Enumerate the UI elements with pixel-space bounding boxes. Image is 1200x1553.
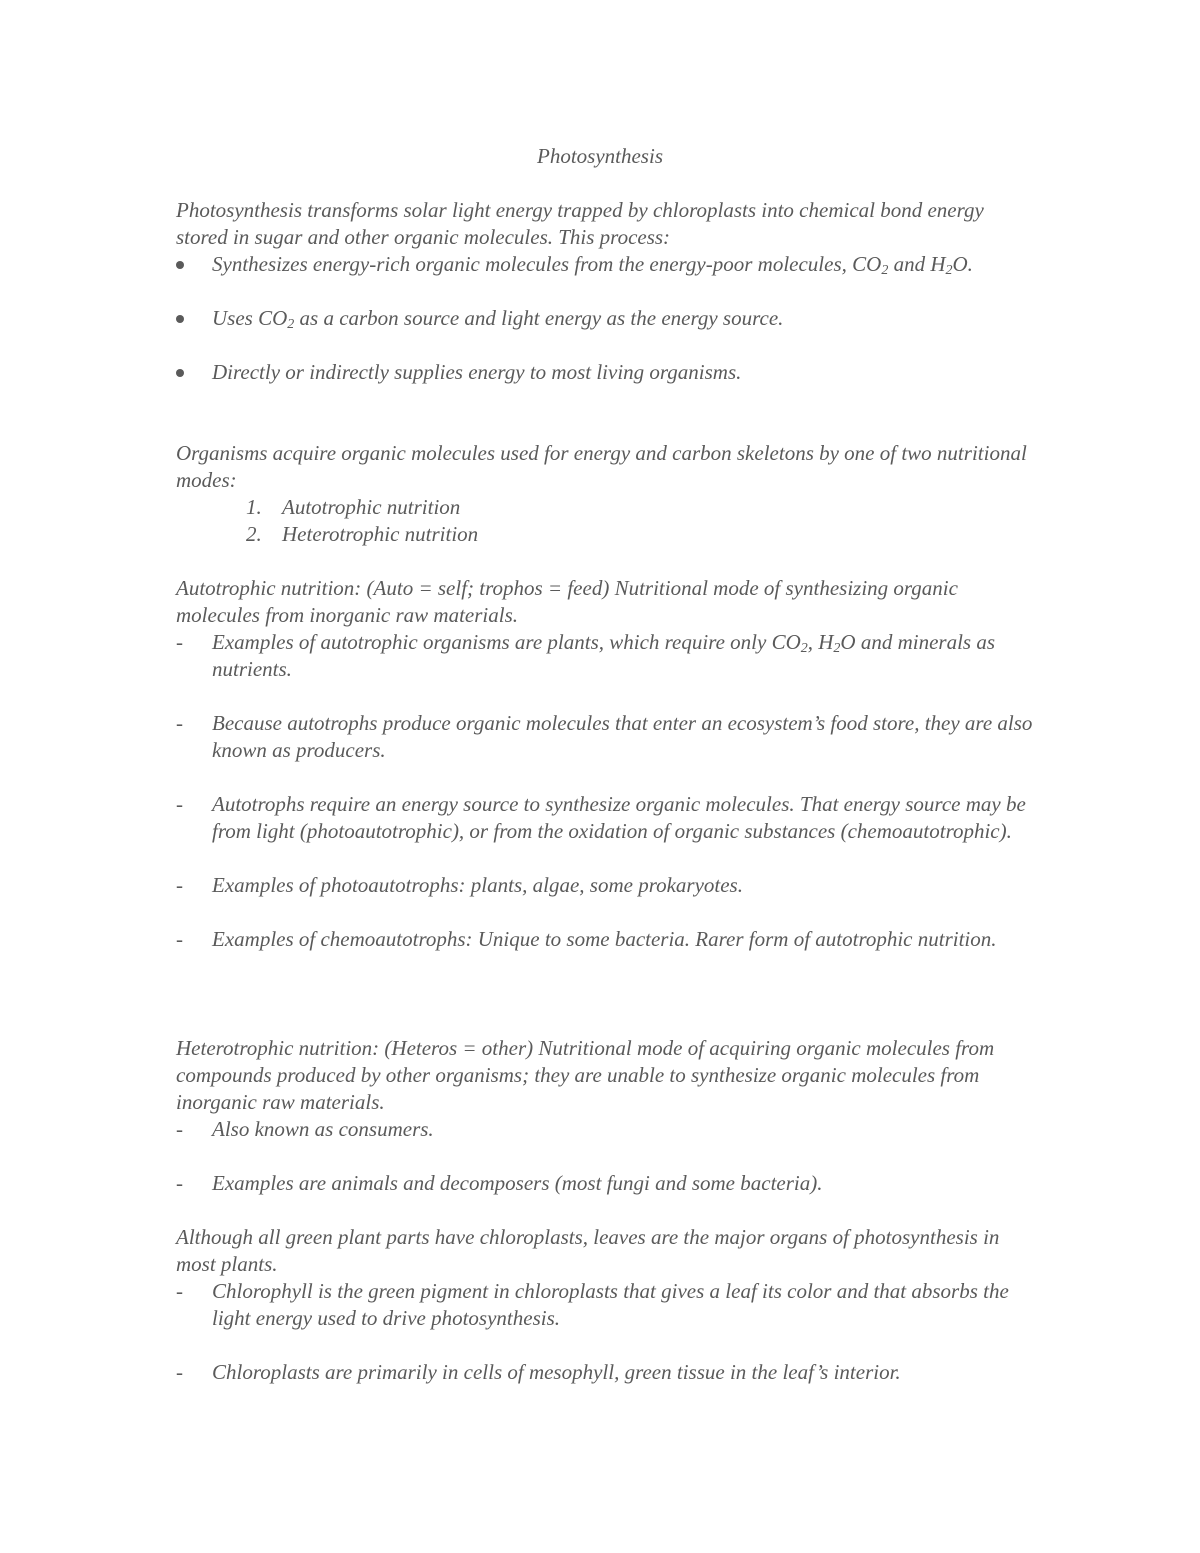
dash-item: - Examples of chemoautotrophs: Unique to some bacteria. Rarer form of autotrophic nutrition. <box>176 927 997 951</box>
bullet-item: Synthesizes energy-rich organic molecules from the energy-poor molecules, $CO_2$ and $H_2O$. <box>176 251 1036 278</box>
dash-item: - Examples are animals and decomposers (most fungi and some bacteria). <box>176 1171 823 1195</box>
intro-section <box>176 197 1036 386</box>
dash-item: - Also known as consumers. <box>176 1117 434 1141</box>
dash-item: - Autotrophs require an energy source to synthesize organic molecules. That energy source may be from light (photoautotrophic), or from the oxidation of organic substances (chemoautotrophic). <box>176 792 1026 843</box>
bullet-icon <box>176 315 184 323</box>
bullet-icon <box>176 261 184 269</box>
dash-item: - Chloroplasts are primarily in cells of mesophyll, green tissue in the leaf’s interior. <box>176 1360 901 1384</box>
list-item: 1. Autotrophic nutrition <box>246 495 461 519</box>
bullet-item: Directly or indirectly supplies energy to most living organisms. <box>176 359 1036 386</box>
dash-item: - Examples of autotrophic organisms are plants, which require only $CO_2$, $H_2O$ and minerals as nutrients. <box>176 630 996 681</box>
bullet-icon <box>176 369 184 377</box>
autotrophic-paragraph: Autotrophic nutrition: (Auto = self; trophos = feed) Nutritional mode of synthesizing organic molecules from inorganic raw materials. <box>176 576 958 627</box>
dash-item: - Because autotrophs produce organic molecules that enter an ecosystem’s food store, they are also known as producers. <box>176 711 1033 762</box>
heterotrophic-paragraph: Heterotrophic nutrition: (Heteros = other) Nutritional mode of acquiring organic molecules from compounds produced by other organisms; they are unable to synthesize organic molecules from inorganic raw materials. <box>176 1036 995 1114</box>
heterotrophic-section <box>176 1035 1036 1197</box>
modes-section <box>176 440 1036 548</box>
leaves-section <box>176 1224 1036 1386</box>
autotrophic-section <box>176 575 1036 953</box>
bullet-item: Uses $CO_2$ as a carbon source and light energy as the energy source. <box>176 305 1036 332</box>
page-title: Photosynthesis <box>537 144 663 168</box>
modes-paragraph: Organisms acquire organic molecules used for energy and carbon skeletons by one of two nutritional modes: <box>176 441 1027 492</box>
leaves-paragraph: Although all green plant parts have chloroplasts, leaves are the major organs of photosynthesis in most plants. <box>176 1225 1000 1276</box>
intro-paragraph: Photosynthesis transforms solar light energy trapped by chloroplasts into chemical bond energy stored in sugar and other organic molecules. This process: <box>176 198 984 249</box>
dash-item: - Chlorophyll is the green pigment in chloroplasts that gives a leaf its color and that absorbs the light energy used to drive photosynthesis. <box>176 1279 1009 1330</box>
dash-item: - Examples of photoautotrophs: plants, algae, some prokaryotes. <box>176 873 743 897</box>
list-item: 2. Heterotrophic nutrition <box>246 522 479 546</box>
